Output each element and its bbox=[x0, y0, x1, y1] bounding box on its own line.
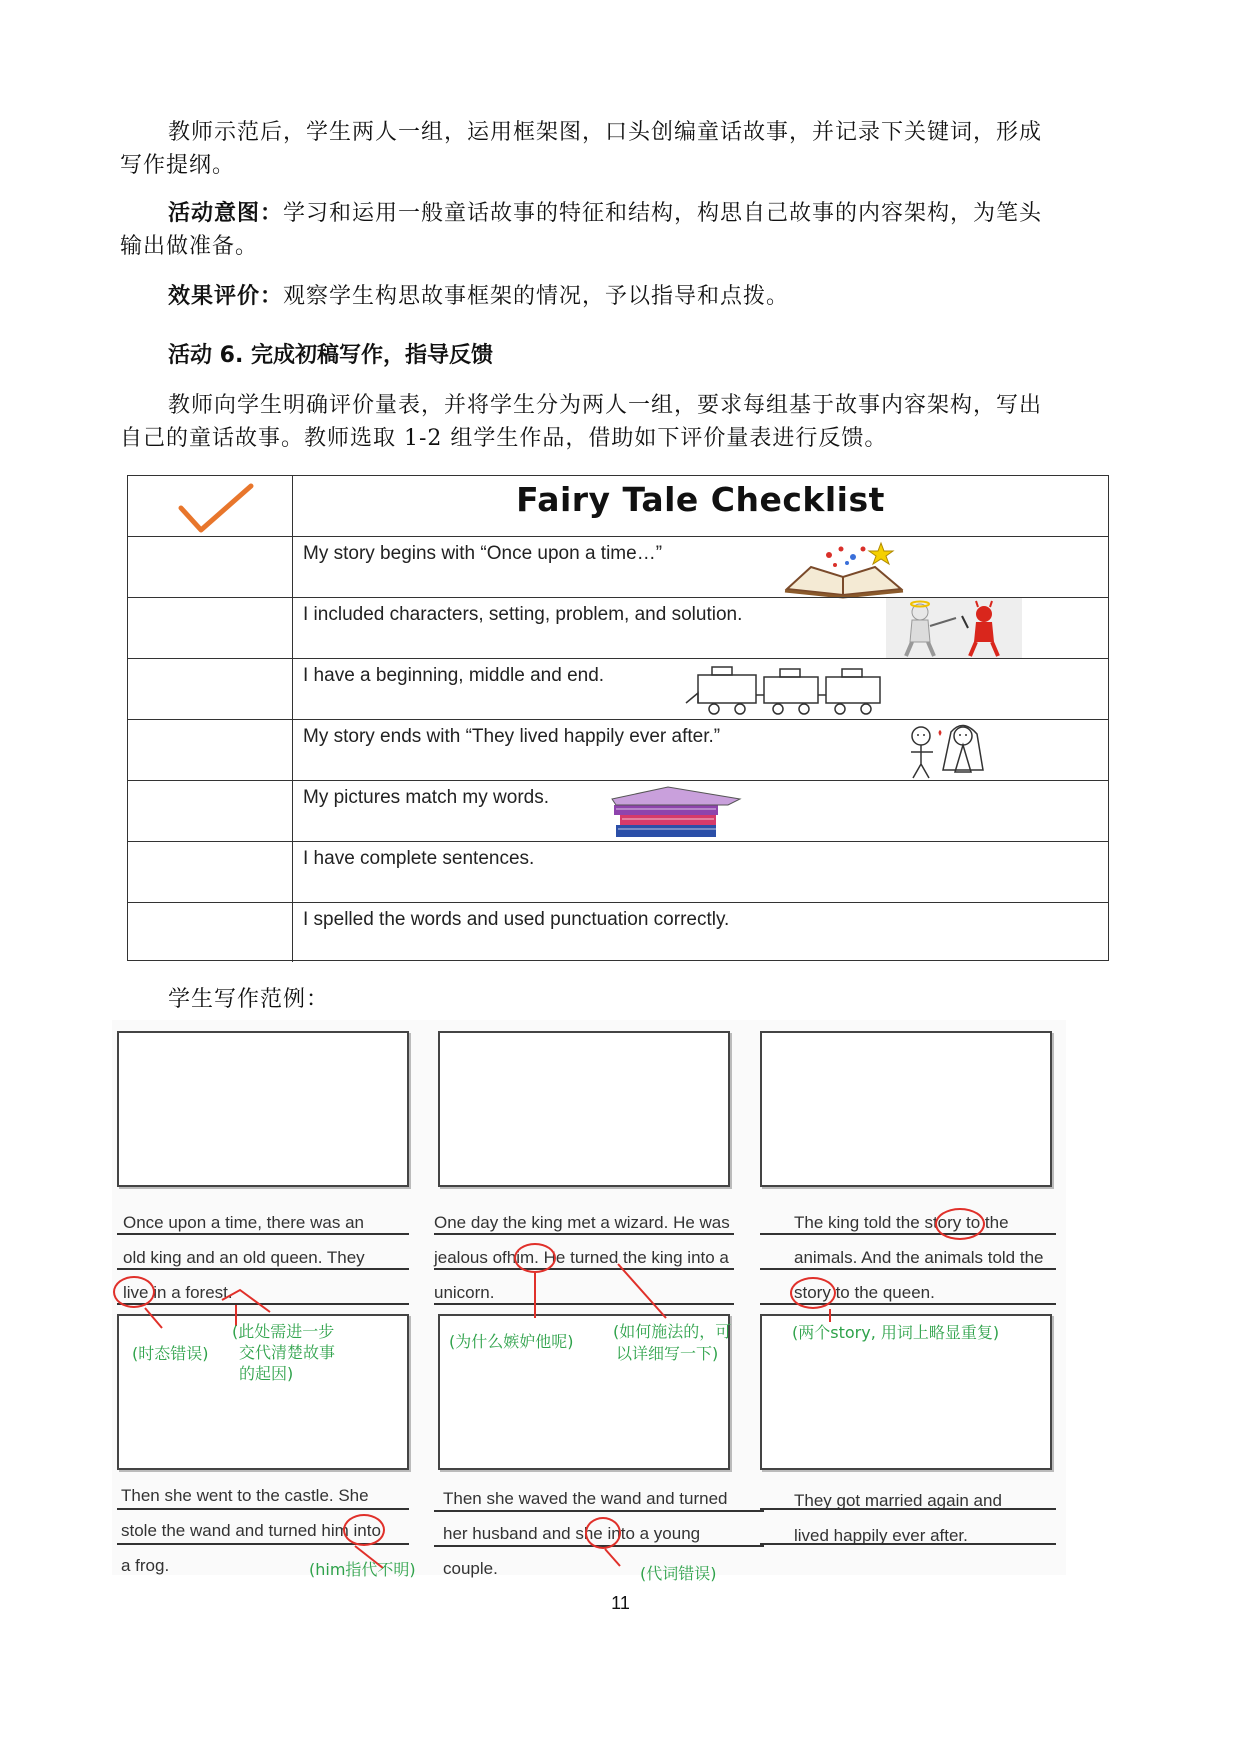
story-line: Then she waved the wand and turned bbox=[443, 1489, 728, 1508]
story-fragment: The king told the bbox=[794, 1213, 920, 1232]
story-line: One day the king met a wizard. He was bbox=[434, 1213, 730, 1232]
pointer-line bbox=[605, 1549, 620, 1566]
story-line: Then she went to the castle. She bbox=[121, 1486, 369, 1505]
story-line: a frog. bbox=[121, 1556, 170, 1575]
story-line: couple. bbox=[443, 1559, 498, 1578]
annotation-how-line-2: 以详细写一下) bbox=[616, 1344, 719, 1363]
story-fragment: into bbox=[353, 1521, 381, 1540]
checklist-item: I spelled the words and used punctuation correctly. bbox=[303, 909, 730, 930]
annotation-cause-line-3: 的起因) bbox=[239, 1364, 294, 1383]
checklist-item: My story ends with “They lived happily ever after.” bbox=[303, 726, 721, 747]
story-fragment: to the queen. bbox=[835, 1283, 935, 1302]
paragraph-2-line-2: 输出做准备。 bbox=[120, 234, 259, 259]
annotation-how-line-1: (如何施法的，可 bbox=[613, 1322, 732, 1341]
checklist-item: I have complete sentences. bbox=[303, 848, 535, 869]
story-line: unicorn. bbox=[434, 1283, 495, 1302]
story-line: They got married again and bbox=[794, 1491, 1002, 1510]
sample-writing-label: 学生写作范例： bbox=[168, 987, 330, 1012]
story-line: lived happily ever after. bbox=[794, 1526, 968, 1545]
paragraph-4-line-1: 教师向学生明确评价量表，并将学生分为两人一组，要求每组基于故事内容架构，写出 bbox=[168, 393, 1043, 418]
story-word-story: story bbox=[924, 1213, 962, 1232]
pointer-line bbox=[145, 1308, 162, 1328]
story-fragment: to the bbox=[966, 1213, 1009, 1232]
paragraph-1-line-2: 写作提纲。 bbox=[120, 153, 236, 178]
annotation-him-unclear: (him指代不明) bbox=[309, 1560, 416, 1579]
story-word-him: him. bbox=[506, 1248, 539, 1267]
story-fragment: in a forest. bbox=[153, 1283, 233, 1302]
annotation-pronoun-error: (代词错误) bbox=[640, 1564, 717, 1583]
paragraph-4-line-2: 自己的童话故事。教师选取 1-2 组学生作品，借助如下评价量表进行反馈。 bbox=[120, 426, 888, 451]
pointer-line bbox=[222, 1290, 270, 1312]
story-line: animals. And the animals told the bbox=[794, 1248, 1044, 1267]
story-word-live: live bbox=[123, 1283, 149, 1302]
story-line: Once upon a time, there was an bbox=[123, 1213, 364, 1232]
checklist-title: Fairy Tale Checklist bbox=[516, 480, 885, 519]
story-word-him: him bbox=[321, 1521, 349, 1540]
checklist-item: I have a beginning, middle and end. bbox=[303, 665, 605, 686]
story-fragment: He turned the king into a bbox=[543, 1248, 729, 1267]
evaluation-text: 观察学生构思故事框架的情况，予以指导和点拨。 bbox=[283, 284, 790, 309]
annotation-cause-line-2: 交代清楚故事 bbox=[239, 1343, 336, 1362]
evaluation-label: 效果评价： bbox=[168, 284, 284, 309]
story-line: old king and an old queen. They bbox=[123, 1248, 365, 1267]
story-fragment: jealous of bbox=[434, 1248, 507, 1267]
checklist-item: I included characters, setting, problem, and solution. bbox=[303, 604, 743, 625]
paragraph-1-line-1: 教师示范后，学生两人一组，运用框架图，口头创编童话故事，并记录下关键词，形成 bbox=[168, 120, 1043, 145]
story-fragment: her husband and bbox=[443, 1524, 571, 1543]
story-word-she: she bbox=[575, 1524, 603, 1543]
annotation-repetition: (两个story, 用词上略显重复) bbox=[792, 1323, 1000, 1342]
story-fragment: stole the wand and turned bbox=[121, 1521, 317, 1540]
checklist-item: My story begins with “Once upon a time…” bbox=[303, 543, 663, 564]
annotation-cause-line-1: (此处需进一步 bbox=[232, 1322, 335, 1341]
activity-intent-label: 活动意图： bbox=[168, 201, 284, 226]
activity-intent-text: 学习和运用一般童话故事的特征和结构，构思自己故事的内容架构，为笔头 bbox=[283, 201, 1043, 226]
page-number: 11 bbox=[611, 1593, 630, 1613]
checklist-item: My pictures match my words. bbox=[303, 787, 549, 808]
story-fragment: into a young bbox=[607, 1524, 701, 1543]
section-heading: 活动 6. 完成初稿写作，指导反馈 bbox=[168, 343, 493, 368]
story-word-story: story bbox=[794, 1283, 831, 1302]
annotation-tense-error: (时态错误) bbox=[132, 1344, 209, 1363]
annotation-jealous: (为什么嫉妒他呢) bbox=[449, 1332, 574, 1351]
pointer-line bbox=[618, 1264, 666, 1318]
